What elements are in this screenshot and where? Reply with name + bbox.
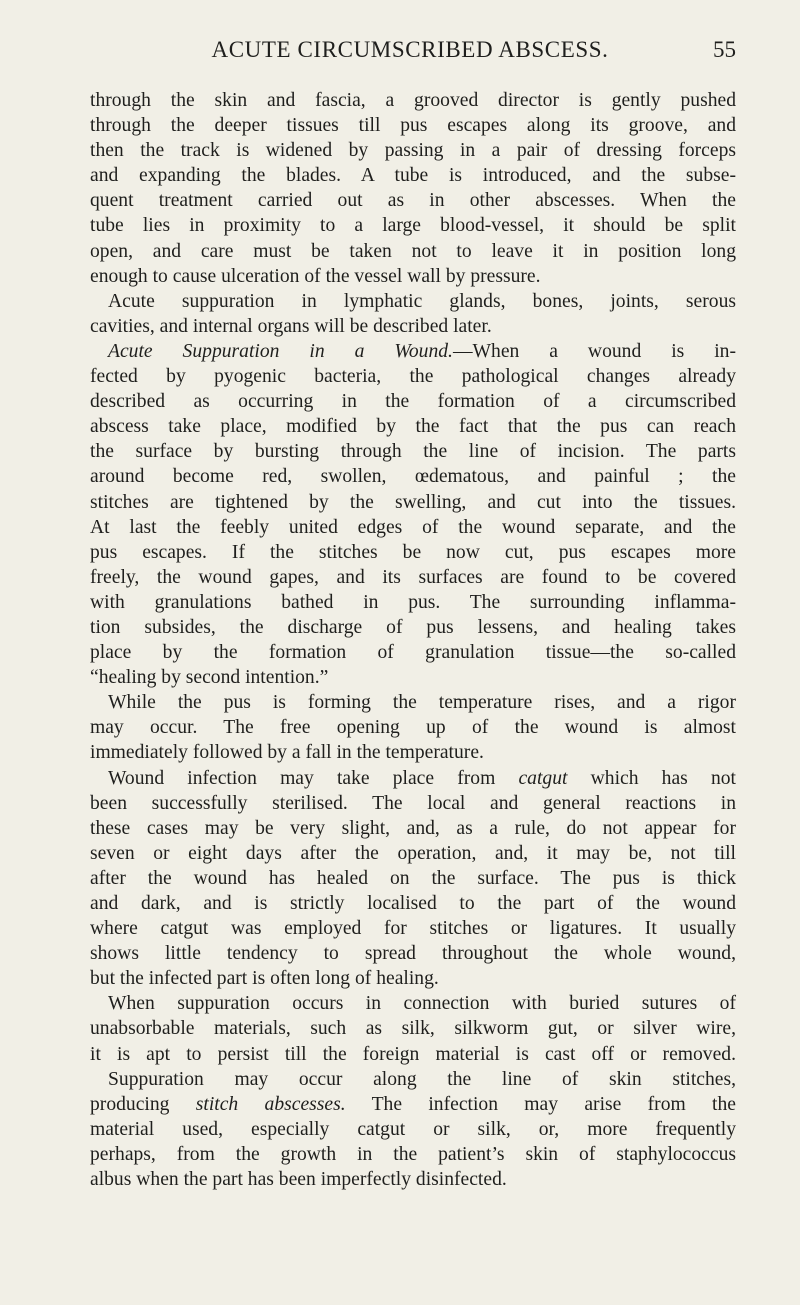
text-run: which has not: [567, 767, 736, 789]
italic-run: Acute Suppuration in a Wound.: [108, 340, 453, 362]
chapter-heading: ACUTE CIRCUMSCRIBED ABSCESS.: [211, 37, 609, 62]
text-line: [90, 715, 736, 740]
text-run: albus when the part has been imperfectly disinfected.: [90, 1169, 507, 1191]
text-line: [90, 1042, 736, 1067]
text-line: [90, 213, 736, 238]
text-run: then the track is widened by passing in a pair of dressing forceps: [90, 140, 736, 162]
text-line: [90, 389, 736, 414]
text-line: [90, 816, 736, 841]
text-run: where catgut was employed for stitches or ligatures. It usually: [90, 918, 736, 940]
text-run: described as occurring in the formation of a circumscribed: [90, 391, 736, 413]
text-line: [90, 665, 736, 690]
text-run: and dark, and is strictly localised to the part of the wound: [90, 893, 736, 914]
text-run: perhaps, from the growth in the patient’s skin of staphylococcus: [90, 1143, 736, 1165]
text-run: and expanding the blades. A tube is introduced, and the subse-: [90, 165, 736, 187]
text-run: At last the feebly united edges of the wound separate, and the: [90, 516, 736, 538]
text-line: [90, 339, 736, 364]
text-line: [90, 690, 736, 715]
text-run: freely, the wound gapes, and its surfaces are found to be covered: [90, 566, 736, 588]
text-line: [90, 615, 736, 640]
text-line: [90, 289, 736, 314]
text-line: [90, 364, 736, 389]
text-run: through the skin and fascia, a grooved director is gently pushed: [90, 90, 736, 111]
text-run: The infection may arise from the: [345, 1093, 736, 1115]
text-run: “healing by second intention.”: [90, 667, 329, 689]
text-line: [90, 966, 736, 991]
text-run: immediately followed by a fall in the temperature.: [90, 742, 484, 764]
text-line: [90, 1016, 736, 1041]
text-line: [90, 314, 736, 339]
text-run: While the pus is forming the temperature rises, and a rigor: [108, 692, 736, 714]
page-number: 55: [713, 37, 736, 62]
italic-run: catgut: [518, 767, 568, 789]
text-run: tion subsides, the discharge of pus lessens, and healing takes: [90, 616, 736, 638]
italic-run: stitch abscesses.: [195, 1093, 346, 1115]
text-run: place by the formation of granulation tissue—the so-called: [90, 642, 736, 664]
text-line: [90, 791, 736, 816]
text-line: [90, 640, 736, 665]
text-run: Suppuration may occur along the line of skin stitches,: [108, 1068, 736, 1090]
text-line: [90, 515, 736, 540]
text-run: through the deeper tissues till pus escapes along its groove, and: [90, 115, 736, 137]
text-run: these cases may be very slight, and, as a rule, do not appear for: [90, 817, 736, 839]
text-line: [90, 991, 736, 1016]
text-run: with granulations bathed in pus. The surrounding inflamma-: [90, 591, 736, 613]
running-head: [84, 36, 736, 70]
text-line: [90, 163, 736, 188]
text-run: Wound infection may take place from: [108, 767, 519, 789]
text-line: [90, 565, 736, 590]
text-run: —When a wound is in-: [452, 340, 737, 362]
text-run: pus escapes. If the stitches be now cut, pus escapes more: [90, 541, 736, 563]
text-line: [90, 264, 736, 289]
text-run: unabsorbable materials, such as silk, silkworm gut, or silver wire,: [90, 1018, 736, 1040]
text-run: but the infected part is often long of healing.: [90, 968, 439, 990]
text-line: [90, 941, 736, 966]
text-line: [90, 1067, 736, 1092]
text-run: stitches are tightened by the swelling, and cut into the tissues.: [90, 491, 736, 513]
text-line: [90, 590, 736, 615]
text-line: [90, 891, 736, 916]
text-line: [90, 1142, 736, 1167]
text-run: quent treatment carried out as in other abscesses. When the: [90, 190, 736, 212]
text-line: [90, 239, 736, 264]
text-run: it is apt to persist till the foreign material is cast off or removed.: [90, 1043, 736, 1065]
text-run: around become red, swollen, œdematous, and painful ; the: [90, 466, 736, 488]
text-run: cavities, and internal organs will be described later.: [90, 315, 492, 337]
text-run: may occur. The free opening up of the wound is almost: [90, 717, 736, 739]
text-run: after the wound has healed on the surface. The pus is thick: [90, 867, 736, 889]
text-line: [90, 1092, 736, 1117]
body-text: [90, 88, 736, 1192]
text-run: enough to cause ulceration of the vessel wall by pressure.: [90, 265, 541, 287]
text-line: [90, 740, 736, 765]
text-line: [90, 490, 736, 515]
text-line: [90, 414, 736, 439]
text-run: shows little tendency to spread throughout the whole wound,: [90, 943, 736, 965]
text-run: producing: [90, 1093, 196, 1115]
text-line: [90, 113, 736, 138]
text-line: [90, 916, 736, 941]
text-run: When suppuration occurs in connection with buried sutures of: [108, 993, 736, 1015]
text-run: fected by pyogenic bacteria, the pathological changes already: [90, 366, 736, 388]
text-line: [90, 439, 736, 464]
text-line: [90, 188, 736, 213]
text-line: [90, 540, 736, 565]
text-line: [90, 88, 736, 113]
text-run: Acute suppuration in lymphatic glands, bones, joints, serous: [108, 290, 736, 312]
text-run: the surface by bursting through the line of incision. The parts: [90, 441, 736, 463]
text-run: been successfully sterilised. The local and general reactions in: [90, 792, 736, 814]
text-line: [90, 464, 736, 489]
text-run: tube lies in proximity to a large blood-vessel, it should be split: [90, 215, 736, 237]
text-line: [90, 866, 736, 891]
text-line: [90, 1117, 736, 1142]
text-line: [90, 138, 736, 163]
text-run: seven or eight days after the operation, and, it may be, not till: [90, 842, 736, 864]
text-run: open, and care must be taken not to leave it in position long: [90, 240, 736, 262]
text-line: [90, 1167, 736, 1192]
text-line: [90, 841, 736, 866]
text-run: abscess take place, modified by the fact that the pus can reach: [90, 416, 736, 438]
text-run: material used, especially catgut or silk, or, more frequently: [90, 1118, 736, 1140]
text-line: [90, 766, 736, 791]
